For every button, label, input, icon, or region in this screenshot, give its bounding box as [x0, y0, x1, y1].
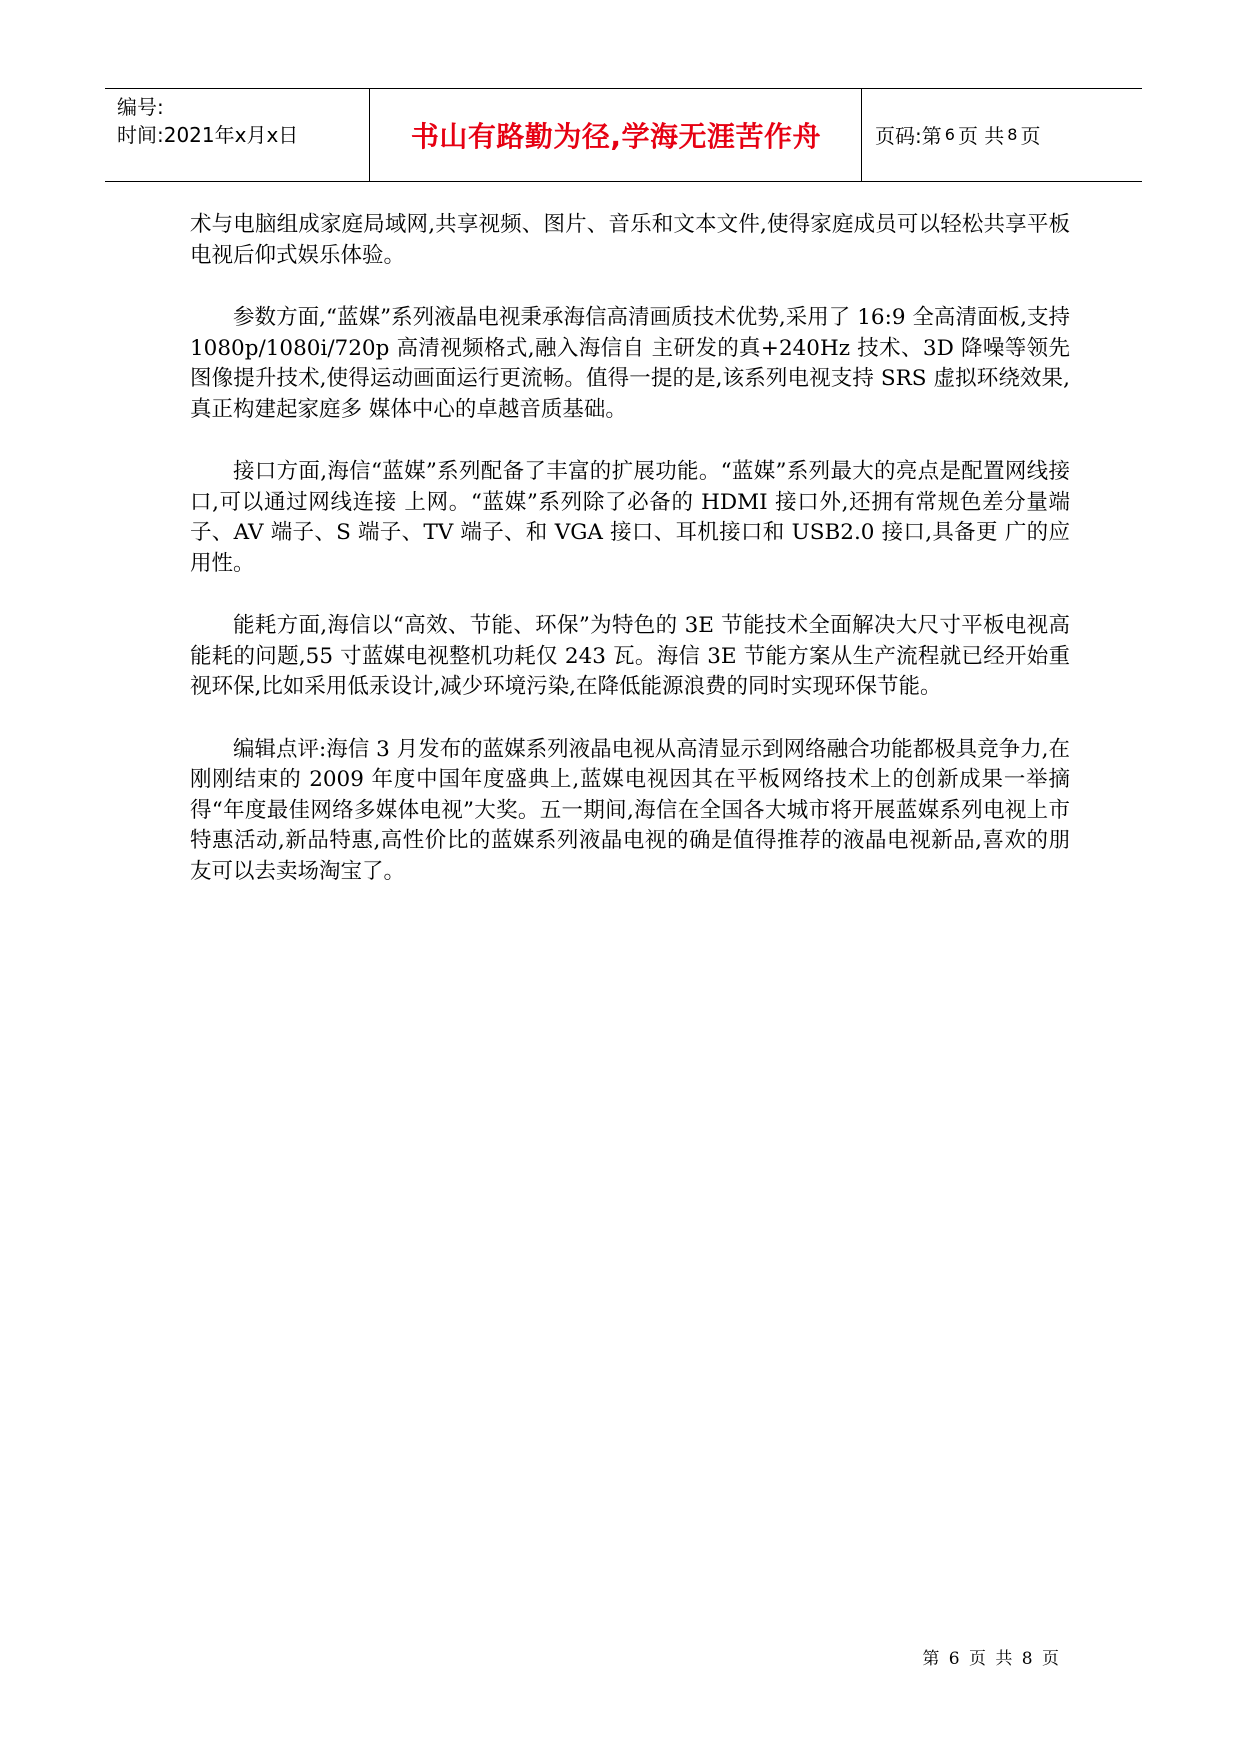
page-footer: 第 6 页 共 8 页 — [922, 1649, 1061, 1669]
paragraph-editor-comment: 编辑点评:海信 3 月发布的蓝媒系列液晶电视从高清显示到网络融合功能都极具竞争力,在刚刚结束的 2009 年度中国年度盛典上,蓝媒电视因其在平板网络技术上的创新成果一举摘得“年度最佳网络多媒体电视”大奖。五一期间,海信在全国各大城市将开展蓝媒系列电视上市特惠活动,新品特惠,高性价比的蓝媒系列液晶电视的确是值得推荐的液晶电视新品,喜欢的朋友可以去卖场淘宝了。 — [190, 736, 1070, 884]
document-time-label: 时间:2021年x月x日 — [117, 123, 299, 147]
page-current-number: 6 — [944, 125, 955, 144]
page-prefix: 页码:第 — [875, 124, 942, 148]
header-divider-left — [369, 89, 370, 181]
document-number-label: 编号: — [117, 95, 164, 119]
page-suffix: 页 — [1020, 124, 1041, 148]
page-total-number: 8 — [1007, 125, 1018, 144]
page-header — [105, 88, 1142, 182]
paragraph-interfaces: 接口方面,海信“蓝媒”系列配备了丰富的扩展功能。“蓝媒”系列最大的亮点是配置网线接口,可以通过网线连接 上网。“蓝媒”系列除了必备的 HDMI 接口外,还拥有常规色差分量端子、AV 端子、S 端子、TV 端子、和 VGA 接口、耳机接口和 USB2.0 接口,具备更 广的应用性。 — [190, 459, 1070, 576]
page-middle: 页 共 — [957, 124, 1005, 148]
document-body — [190, 210, 1070, 919]
header-page-info — [875, 89, 1040, 180]
paragraph-parameters: 参数方面,“蓝媒”系列液晶电视秉承海信高清画质技术优势,采用了 16:9 全高清面板,支持 1080p/1080i/720p 高清视频格式,融入海信自 主研发的真+240Hz 技术、3D 降噪等领先图像提升技术,使得运动画面运行更流畅。值得一提的是,该系列电视支持 SRS 虚拟环绕效果,真正构建起家庭多 媒体中心的卓越音质基础。 — [190, 305, 1070, 422]
paragraph-energy: 能耗方面,海信以“高效、节能、环保”为特色的 3E 节能技术全面解决大尺寸平板电视高能耗的问题,55 寸蓝媒电视整机功耗仅 243 瓦。海信 3E 节能方案从生产流程就已经开始重视环保,比如采用低汞设计,减少环境污染,在降低能源浪费的同时实现环保节能。 — [190, 613, 1070, 699]
paragraph-continuation: 术与电脑组成家庭局域网,共享视频、图片、音乐和文本文件,使得家庭成员可以轻松共享平板电视后仰式娱乐体验。 — [190, 212, 1070, 268]
header-divider-right — [861, 89, 862, 181]
header-motto: 书山有路勤为径,学海无涯苦作舟 — [410, 119, 822, 153]
